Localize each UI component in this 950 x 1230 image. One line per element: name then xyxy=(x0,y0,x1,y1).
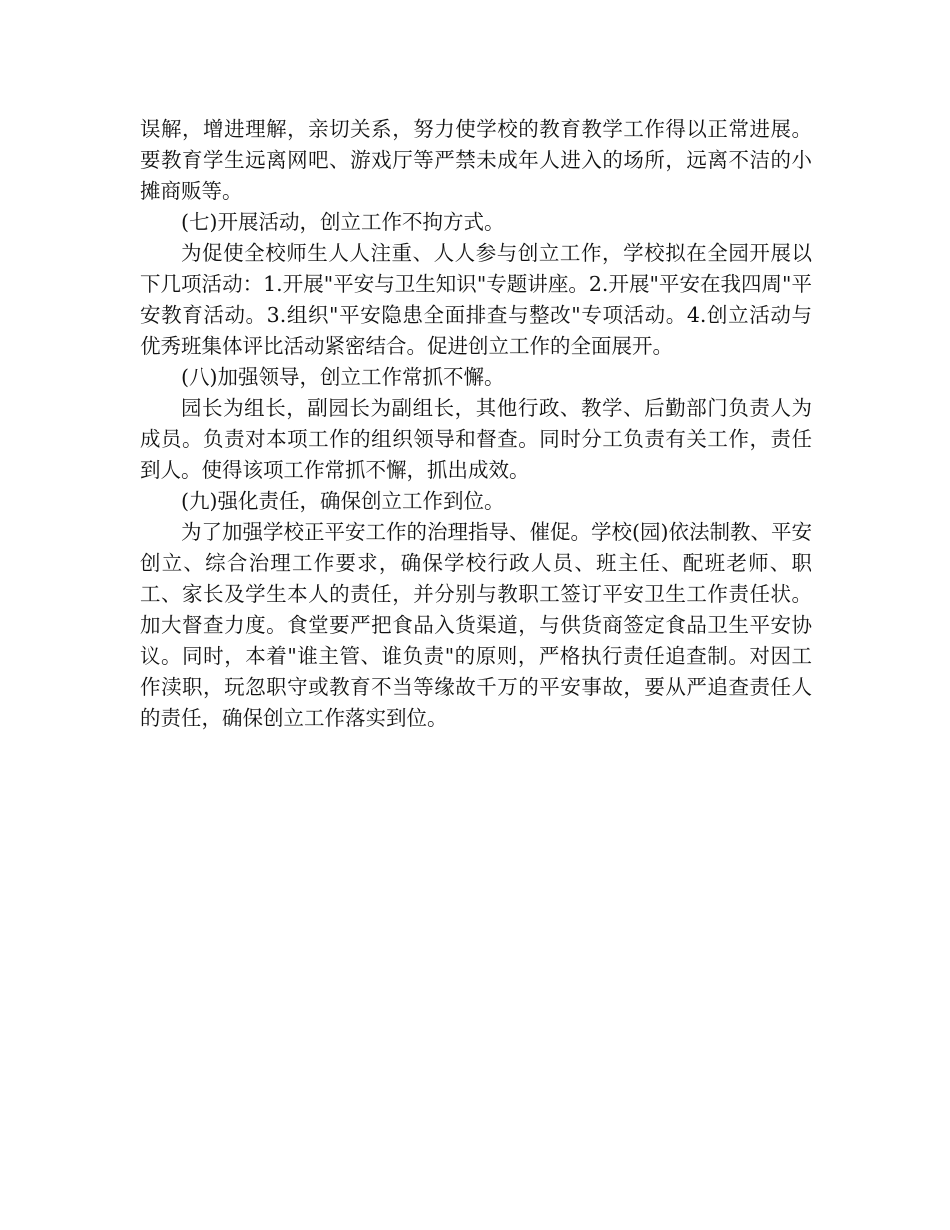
section-heading-8: (八)加强领导，创立工作常抓不懈。 xyxy=(181,365,505,389)
paragraph-leadership: 园长为组长，副园长为副组长，其他行政、教学、后勤部门负责人为成员。负责对本项工作的组织领导和督查。同时分工负责有关工作，责任到人。使得该项工作常抓不懈，抓出成效。 xyxy=(140,396,812,482)
paragraph-activities: 为促使全校师生人人注重、人人参与创立工作，学校拟在全园开展以下几项活动：1.开展"平安与卫生知识"专题讲座。2.开展"平安在我四周"平安教育活动。3.组织"平安隐患全面排查与整改"专项活动。4.创立活动与优秀班集体评比活动紧密结合。促进创立工作的全面展开。 xyxy=(140,241,812,358)
paragraph-responsibility: 为了加强学校正平安工作的治理指导、催促。学校(园)依法制教、平安创立、综合治理工作要求，确保学校行政人员、班主任、配班老师、职工、家长及学生本人的责任，并分别与教职工签订平安卫生工作责任状。加大督查力度。食堂要严把食品入货渠道，与供货商签定食品卫生平安协议。同时，本着"谁主管、谁负责"的原则，严格执行责任追查制。对因工作渎职，玩忽职守或教育不当等缘故千万的平安事故，要从严追查责任人的责任，确保创立工作落实到位。 xyxy=(140,520,812,730)
section-heading-9: (九)强化责任，确保创立工作到位。 xyxy=(181,489,505,513)
section-heading-7: (七)开展活动，创立工作不拘方式。 xyxy=(181,210,505,234)
paragraph-continued: 误解，增进理解，亲切关系，努力使学校的教育教学工作得以正常进展。要教育学生远离网吧、游戏厅等严禁未成年人进入的场所，远离不洁的小摊商贩等。 xyxy=(140,117,812,203)
document-page xyxy=(140,114,812,734)
